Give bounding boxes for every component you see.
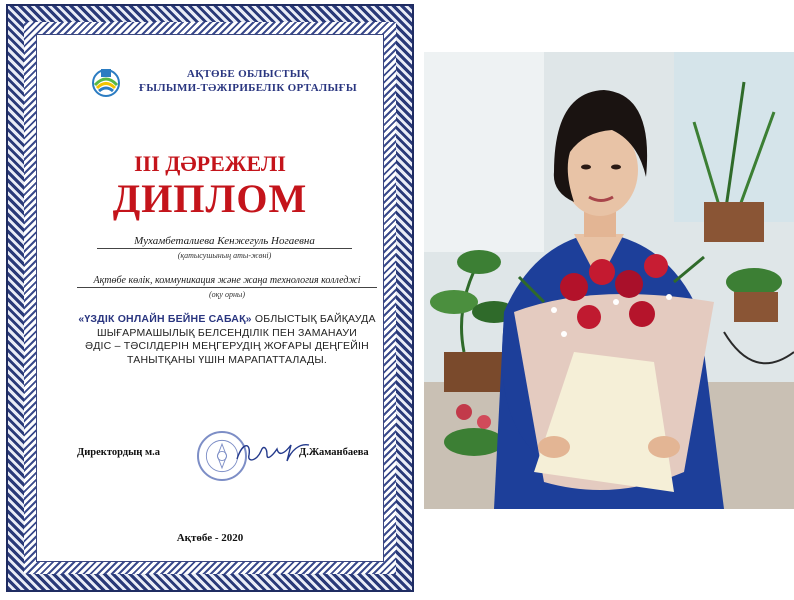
award-line-1-rest: ОБЛЫСТЫҚ БАЙҚАУДА	[254, 313, 376, 325]
award-text	[71, 313, 383, 367]
organization-name	[133, 67, 363, 95]
school-name: Ақтөбе көлік, коммуникация және жаңа технология колледжі	[77, 275, 377, 288]
diploma-title: ДИПЛОМ	[112, 176, 308, 221]
photo-illustration	[424, 52, 794, 509]
diploma-degree: ІІІ ДӘРЕЖЕЛІ	[134, 151, 286, 176]
director-label: Директордың м.а	[77, 447, 161, 458]
diploma	[6, 4, 414, 592]
center-logo-icon	[89, 65, 123, 97]
award-line-1	[71, 313, 383, 327]
diploma-paper	[36, 34, 384, 562]
organization-line-2: ҒЫЛЫМИ-ТӘЖІРИБЕЛІК ОРТАЛЫҒЫ	[138, 82, 357, 94]
signatory-name: Д.Жаманбаева	[299, 447, 369, 458]
recipient-name: Мухамбеталиева Кенжегуль Ногаевна	[97, 235, 352, 249]
award-line-2: ШЫҒАРМАШЫЛЫҚ БЕЛСЕНДІЛІК ПЕН ЗАМАНАУИ	[96, 326, 358, 339]
recipient-caption: (қатысушының аты-жөні)	[177, 251, 272, 260]
award-line-3: ӘДІС – ТӘСІЛДЕРІН МЕҢГЕРУДІҢ ЖОҒАРЫ ДЕҢГЕЙІН	[85, 340, 369, 352]
award-line-4: ТАНЫТҚАНЫ ҮШІН МАРАПАТТАЛАДЫ.	[127, 353, 327, 366]
recipient-photo	[424, 52, 794, 509]
award-highlight: «ҮЗДІК ОНЛАЙН БЕЙНЕ САБАҚ»	[78, 313, 252, 325]
organization-line-1: АҚТӨБЕ ОБЛЫСТЫҚ	[186, 68, 310, 80]
diploma-footer: Ақтөбе - 2020	[176, 532, 244, 544]
school-caption: (оқу орны)	[208, 290, 245, 299]
